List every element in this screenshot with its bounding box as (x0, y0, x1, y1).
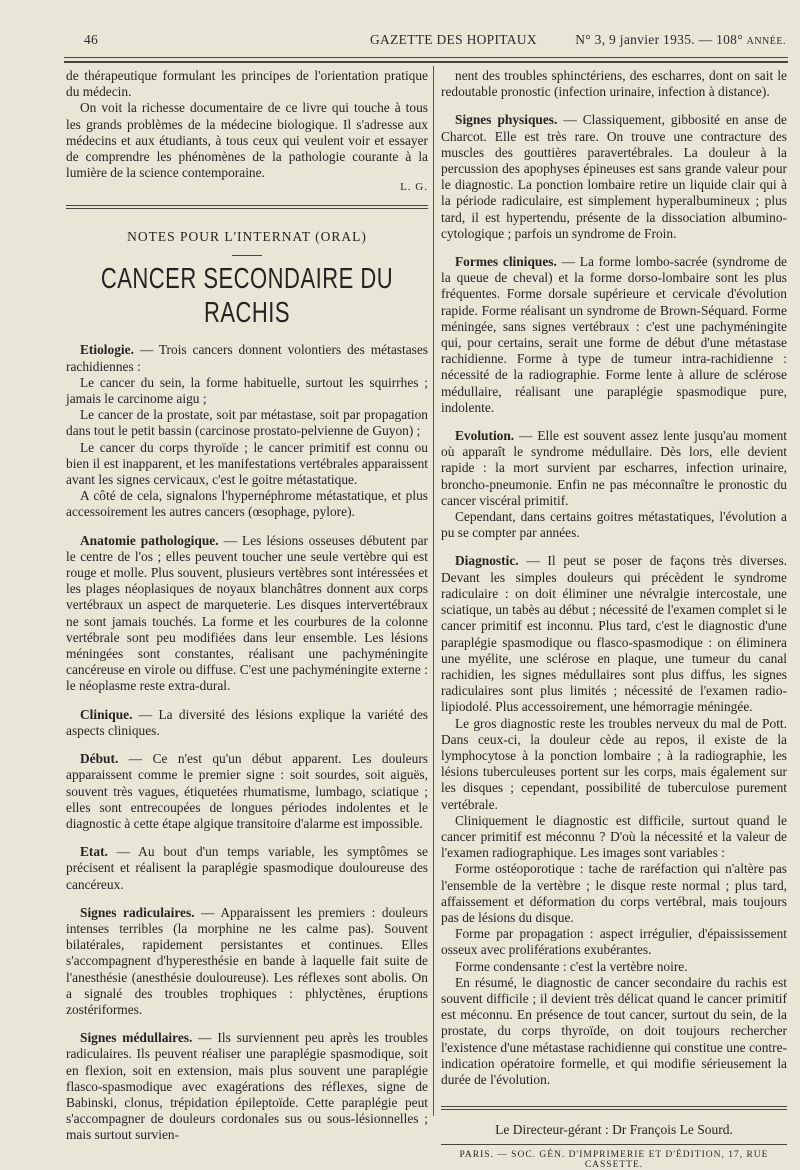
left-column (66, 68, 428, 1144)
article-paragraph (441, 254, 787, 416)
paragraph-text: Forme condensante : c'est la vertèbre noire. (455, 958, 688, 974)
intro-paragraph: On voit la richesse documentaire de ce livre qui touche à tous les grands problèmes de la médecine biologique. Il s'adresse aux médecins et aux étudiants, à tous ceux qui veulent voir et essayer de comprendre les phénomènes de la pathologie courante à la lumière de la science contemporaine. (66, 100, 428, 181)
journal-title: GAZETTE DES HOPITAUX (370, 32, 537, 47)
review-signature: L. G. (400, 181, 428, 194)
paragraph-text: Forme ostéoporotique : tache de raréfaction qui n'altère pas l'ensemble de la vertèbre ; le disque reste normal ; plus tard, affaissement et déformation du corps vertébral, mais toujours pas de lésions du disque. (441, 861, 787, 925)
article-paragraph (441, 861, 787, 926)
section-divider (66, 205, 428, 209)
paragraph-gap (66, 739, 428, 751)
article-paragraph (66, 342, 428, 374)
header-rule (64, 57, 788, 58)
year-label: ANNÉE. (746, 36, 786, 47)
paragraph-heading: Signes physiques. (455, 112, 558, 128)
article-paragraph (441, 428, 787, 509)
page-header (64, 32, 788, 58)
paragraph-text: Cliniquement le diagnostic est difficile, surtout quand le cancer primitif est méconnu ? D'où la nécessité et la valeur de l'examen radiographique. Les images sont variables : (441, 812, 787, 861)
issue-number-date: N° 3, 9 janvier 1935. — 108° (575, 32, 743, 47)
paragraph-text: — Elle est souvent assez lente jusqu'au moment où apparaît le syndrome médullaire. Dès lors, elle devient rapide : la mort survient par escharres, infection urinaire, broncho-pneumonie. Enfin ne pas méconnaître le pronostic du cancer viscéral primitif. (441, 428, 787, 508)
paragraph-text: nent des troubles sphinctériens, des escharres, dont on sait le redoutable pronostic (infection urinaire, infection à distance). (441, 68, 787, 100)
paragraph-text: A côté de cela, signalons l'hypernéphrome métastatique, et plus accessoirement les autres cancers (œsophage, pylore). (66, 488, 428, 520)
article-paragraph (441, 975, 787, 1088)
paragraph-gap (66, 832, 428, 844)
article-paragraph (441, 509, 787, 541)
right-column (441, 68, 787, 1170)
article-paragraph (66, 533, 428, 695)
paragraph-text: — Classiquement, gibbosité en anse de Charcot. Elle est très rare. On trouve une contracture des muscles des gouttières paravertébrales. La douleur à la percussion des apophyses épineuses est sans grande valeur pour le diagnostic. La ponction lombaire retire un liquide clair qui à la période radiculaire, est simplement hyperalbumineux ; plus tard, il est hypertendu, présente de la dissociation albumino-cytologique ; parfois un syndrome de Froin. (441, 112, 788, 241)
paragraph-text: En résumé, le diagnostic de cancer secondaire du rachis est souvent difficile ; il devient très délicat quand le cancer primitif est méconnu. En présence de tout cancer, surtout du sein, de la prostate, du corps thyroïde, on doit toujours rechercher l'existence d'une métastase rachidienne qui constitue une contre-indication opératoire formelle, et qui modifie sérieusement la durée de l'évolution. (441, 974, 787, 1087)
paragraph-text: — La diversité des lésions explique la variété des aspects cliniques. (66, 706, 428, 738)
right-article-body (441, 68, 787, 1088)
article-paragraph (66, 1030, 428, 1143)
paragraph-text: Le cancer du sein, la forme habituelle, surtout les squirrhes ; jamais le carcinome aigu ; (66, 374, 428, 407)
article-paragraph (441, 68, 787, 100)
paragraph-text: — Ils surviennent peu après les troubles radiculaires. Ils peuvent réaliser une paraplégie spasmodique, soit en flexion, soit en extension, mais plus souvent une paraplégie flasco-spasmodique avec exagérations des réflexes, signe de Babinski, clonus, trépidation épileptoïde. Cette paraplégie peut s'accompagner de douleurs cordonales sus ou sous-lésionnelles ; mais surtout survien- (66, 1030, 428, 1143)
paragraph-heading: Formes cliniques. (455, 254, 557, 270)
paragraph-heading: Signes radiculaires. (80, 904, 195, 920)
paragraph-heading: Clinique. (80, 706, 133, 722)
article-paragraph (66, 707, 428, 739)
header-rule-bold (64, 61, 788, 63)
director-line: Le Directeur-gérant : Dr François Le Sourd. (495, 1122, 733, 1138)
article-paragraph (66, 905, 428, 1018)
footer-thin-rule (441, 1144, 787, 1145)
paragraph-heading: Anatomie pathologique. (80, 532, 219, 548)
article-paragraph (441, 959, 787, 975)
paragraph-gap (66, 695, 428, 707)
paragraph-heading: Etat. (80, 844, 108, 860)
article-paragraph (66, 844, 428, 893)
article-paragraph (441, 716, 787, 813)
paragraph-heading: Début. (80, 751, 119, 767)
article-paragraph (66, 488, 428, 520)
section-title: NOTES POUR L'INTERNAT (ORAL) (127, 229, 367, 245)
printer-line: PARIS. — SOC. GÉN. D'IMPRIMERIE ET D'ÉDITION, 17, RUE CASSETTE. (459, 1150, 769, 1170)
footer (441, 1106, 787, 1170)
paragraph-text: — La forme lombo-sacrée (syndrome de la queue de cheval) et la forme dorso-lombaire sont les plus fréquentes. Forme dorsale supérieure et cervicale d'évolution rapide. Forme réalisant un syndrome de Brown-Séquard. Forme méningée, sans signes vertébraux : c'est une pachyméningite qui, pour certains, serait une forme de début d'une métastase rachidienne. Forme à type de tumeur intra-rachidienne : nécessité de la radiographie. Forme lente à allure de sclérose médullaire, réalisant une paraplégie spasmodique pure, indolente. (441, 254, 787, 415)
paragraph-gap (441, 100, 787, 112)
short-rule (232, 255, 262, 256)
paragraph-heading: Diagnostic. (455, 553, 519, 569)
paragraph-text: — Il peut se poser de façons très diverses. Devant les simples douleurs qui précèdent le syndrome radiculaire : on doit éliminer une névralgie intercostale, une sciatique, un tabès au début ; nécessité de l'examen complet si le cancer primitif est inconnu. Plus tard, c'est le diagnostic d'une paraplégie spasmodique ou flasco-spasmodique : on éliminera une myélite, une sclérose en plaque, une tumeur du canal rachidien, les signes médullaires sont plus diffus, les signes radiculaires sont plus limités ; nécessité de l'examen radio-lipiodolé. Plus accessoirement, une hémorragie méningée. (441, 553, 787, 715)
article-title: CANCER SECONDAIRE DU RACHIS (100, 262, 394, 329)
column-divider (433, 66, 434, 1116)
issue-info (575, 32, 786, 48)
paragraph-gap (441, 416, 787, 428)
paragraph-text: Forme par propagation : aspect irrégulier, d'épaississement osseux avec proliférations exubérantes. (441, 926, 787, 958)
paragraph-text: — Apparaissent les premiers : douleurs intenses terribles (la morphine ne les calme pas). Souvent bilatérales, rapidement persistantes et continues. Elles s'accompagnent d'hyperesthésie en bande à laquelle fait suite de l'anesthésie (anesthésie douloureuse). Les réflexes sont abolis. On a signalé des troubles trophiques : phlyctènes, éruptions zostériformes. (66, 904, 428, 1017)
paragraph-gap (66, 1018, 428, 1030)
paragraph-gap (441, 242, 787, 254)
footer-rule (441, 1106, 787, 1110)
paragraph-heading: Signes médullaires. (80, 1030, 193, 1046)
paragraph-gap (441, 541, 787, 553)
article-paragraph (441, 112, 787, 242)
paragraph-gap (66, 521, 428, 533)
paragraph-text: Le cancer de la prostate, soit par métastase, soit par propagation dans tout le petit bassin (carcinose prostato-pelvienne de Guyon) ; (66, 407, 428, 439)
article-paragraph (441, 813, 787, 862)
paragraph-heading: Etiologie. (80, 342, 134, 358)
article-paragraph (66, 440, 428, 489)
article-paragraph (441, 553, 787, 715)
article-paragraph (66, 375, 428, 407)
paragraph-text: — Ce n'est qu'un début apparent. Les douleurs apparaissent comme le premier signe : soit sourdes, soit aiguës, souvent très vagues, étiquetées rhumatisme, lumbago, sciatique ; elles sont entrecoupées de longues périodes indolentes et le diagnostic à cette étape algique transitoire d'alarme est impossible. (66, 751, 428, 831)
paragraph-heading: Evolution. (455, 428, 515, 444)
paragraph-text: Le cancer du corps thyroïde ; le cancer primitif est connu ou bien il est inapparent, et les manifestations vertébrales apparaissent avant les signes cervicaux, c'est le goitre métastatique. (66, 439, 428, 488)
intro-paragraph: de thérapeutique formulant les principes de l'orientation pratique du médecin. (66, 68, 428, 100)
page-number: 46 (84, 32, 99, 47)
article-paragraph (66, 751, 428, 832)
paragraph-text: Cependant, dans certains goitres métastatiques, l'évolution a pu se compter par années. (441, 509, 787, 541)
paragraph-text: — Au bout d'un temps variable, les symptômes se précisent et réalisent la paraplégie spasmodique douloureuse des cancéreux. (66, 844, 428, 892)
article-paragraph (441, 926, 787, 958)
paragraph-text: — Trois cancers donnent volontiers des métastases rachidiennes : (66, 342, 428, 374)
paragraph-text: Le gros diagnostic reste les troubles nerveux du mal de Pott. Dans ceux-ci, la douleur cède au repos, il existe de la lymphocytose à la ponction lombaire ; à la radiographie, les lésions tuberculeuses portent sur les corps, mais également sur les disques ; cependant, possibilité de tuberculose purement vertébrale. (441, 715, 787, 812)
paragraph-text: — Les lésions osseuses débutent par le centre de l'os ; elles peuvent toucher une seule vertèbre qui est rouge et molle. Plus souvent, plusieurs vertèbres sont intéressées et les plages néoplasiques de noyaux blanchâtres donnent aux corps vertébraux un aspect de marqueterie. Les disques intervertébraux ne sont jamais touchés. La forme et les courbures de la colonne vertébrale sont peu modifiées dans leur ensemble. Les lésions méningées sont constantes, réalisant une pachyméningite cancéreuse en virole ou diffuse. C'est une pachyméningite externe : le néoplasme reste extra-dural. (66, 532, 428, 694)
article-paragraph (66, 407, 428, 439)
left-article-body (66, 342, 428, 1143)
paragraph-gap (66, 893, 428, 905)
